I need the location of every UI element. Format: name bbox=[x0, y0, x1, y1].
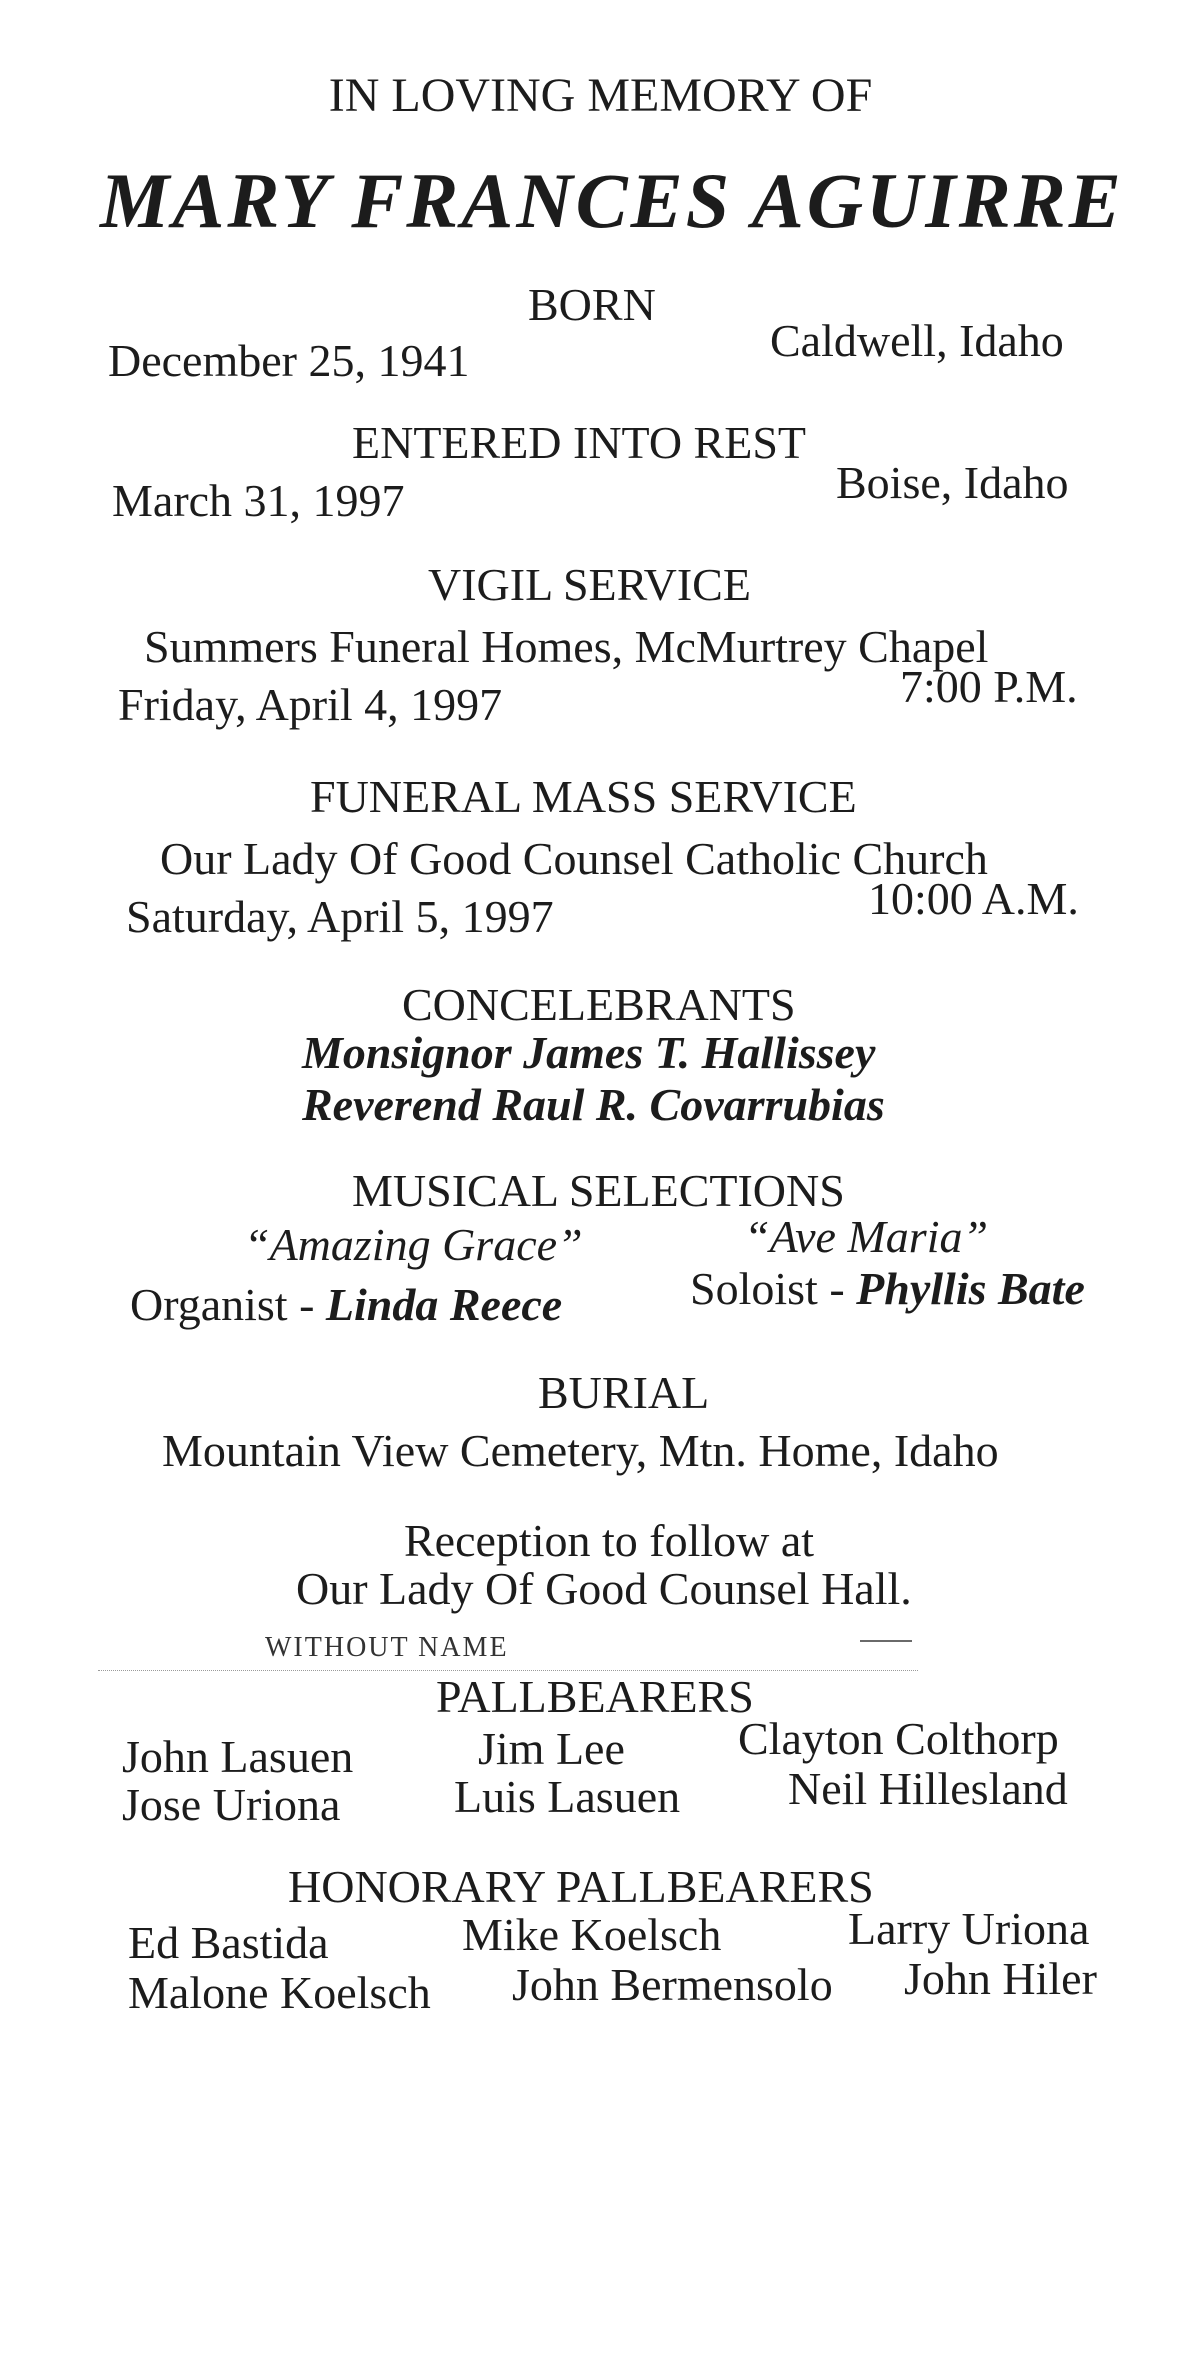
honorary-name: Mike Koelsch bbox=[462, 1909, 722, 1960]
song-title: “Ave Maria” bbox=[744, 1211, 989, 1262]
pallbearer-name: Jim Lee bbox=[478, 1723, 625, 1774]
honorary-name: John Hiler bbox=[904, 1953, 1097, 2004]
cut-off-text: WITHOUT NAME bbox=[265, 1632, 509, 1663]
rest-place: Boise, Idaho bbox=[836, 457, 1069, 508]
organist-name: Linda Reece bbox=[325, 1279, 563, 1330]
pallbearers-heading: PALLBEARERS bbox=[436, 1671, 754, 1722]
deceased-name: MARY FRANCES AGUIRRE bbox=[100, 157, 1124, 244]
funeral-location: Our Lady Of Good Counsel Catholic Church bbox=[160, 833, 988, 884]
pallbearer-name: Neil Hillesland bbox=[788, 1763, 1068, 1814]
honorary-name: Malone Koelsch bbox=[128, 1967, 431, 2018]
vigil-date: Friday, April 4, 1997 bbox=[118, 679, 503, 730]
organist-label: Organist - bbox=[130, 1279, 326, 1330]
vigil-heading: VIGIL SERVICE bbox=[428, 559, 751, 610]
vigil-location: Summers Funeral Homes, McMurtrey Chapel bbox=[144, 621, 989, 672]
reception-line: Reception to follow at bbox=[404, 1515, 815, 1566]
soloist-label: Soloist - bbox=[690, 1263, 857, 1314]
burial-heading: BURIAL bbox=[538, 1367, 710, 1418]
funeral-time: 10:00 A.M. bbox=[868, 873, 1079, 924]
concelebrant-name: Reverend Raul R. Covarrubias bbox=[302, 1079, 885, 1130]
fold-mark bbox=[860, 1640, 912, 1642]
pallbearer-name: Jose Uriona bbox=[122, 1779, 341, 1830]
born-date: December 25, 1941 bbox=[108, 335, 470, 386]
funeral-heading: FUNERAL MASS SERVICE bbox=[310, 771, 857, 822]
concelebrant-name: Monsignor James T. Hallissey bbox=[302, 1027, 876, 1078]
rest-heading: ENTERED INTO REST bbox=[352, 417, 807, 468]
organist-line bbox=[130, 1279, 563, 1330]
born-heading: BORN bbox=[528, 279, 656, 330]
honorary-heading: HONORARY PALLBEARERS bbox=[288, 1861, 874, 1912]
soloist-name: Phyllis Bate bbox=[856, 1263, 1085, 1314]
header-text: IN LOVING MEMORY OF bbox=[328, 69, 873, 122]
born-place: Caldwell, Idaho bbox=[770, 315, 1064, 366]
concelebrants-heading: CONCELEBRANTS bbox=[402, 979, 796, 1030]
honorary-name: John Bermensolo bbox=[512, 1959, 833, 2010]
burial-location: Mountain View Cemetery, Mtn. Home, Idaho bbox=[162, 1425, 999, 1476]
honorary-name: Larry Uriona bbox=[848, 1903, 1090, 1954]
pallbearer-name: John Lasuen bbox=[122, 1731, 354, 1782]
soloist-line bbox=[690, 1263, 1085, 1314]
pallbearer-name: Luis Lasuen bbox=[454, 1771, 681, 1822]
rest-date: March 31, 1997 bbox=[112, 475, 405, 526]
vigil-time: 7:00 P.M. bbox=[900, 661, 1078, 712]
music-heading: MUSICAL SELECTIONS bbox=[352, 1165, 845, 1216]
pallbearer-name: Clayton Colthorp bbox=[738, 1713, 1059, 1764]
funeral-date: Saturday, April 5, 1997 bbox=[126, 891, 554, 942]
honorary-name: Ed Bastida bbox=[128, 1917, 329, 1968]
reception-line: Our Lady Of Good Counsel Hall. bbox=[296, 1563, 912, 1614]
song-title: “Amazing Grace” bbox=[244, 1219, 583, 1270]
